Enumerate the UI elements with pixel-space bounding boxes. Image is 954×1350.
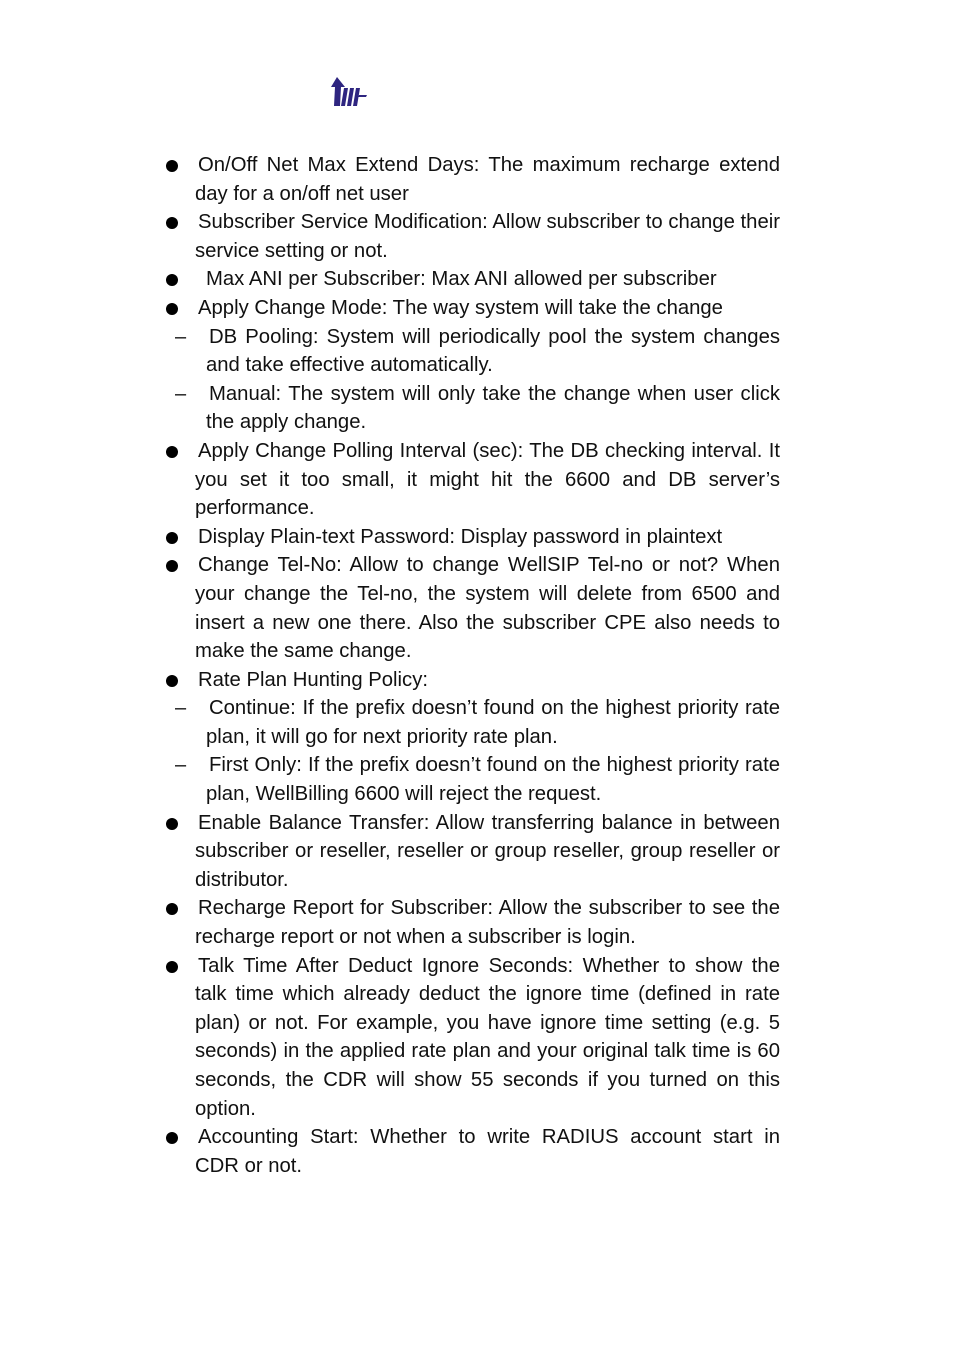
item-text: Subscriber Service Modification: Allow subscriber to change their service setting or not. (195, 211, 780, 262)
bullet-dot-icon (166, 675, 178, 687)
item-text: Manual: The system will only take the change when user click the apply change. (206, 382, 780, 434)
bullet-dot-icon (166, 818, 178, 830)
dash-marker-icon: – (175, 382, 187, 405)
bullet-item (165, 523, 780, 552)
bullet-item (165, 551, 780, 665)
bullet-item (165, 952, 780, 1124)
item-text: Apply Change Polling Interval (sec): The DB checking interval. It you set it too small, it might hit the 6600 and DB server’s performance. (195, 439, 780, 520)
item-text: Display Plain-text Password: Display password in plaintext (198, 525, 723, 548)
sub-item (165, 323, 780, 380)
document-body (165, 151, 780, 1180)
sub-item (165, 380, 780, 437)
bullet-item (165, 437, 780, 523)
bullet-dot-icon (166, 160, 178, 172)
item-text: Recharge Report for Subscriber: Allow the subscriber to see the recharge report or not when a subscriber is login. (195, 897, 780, 949)
item-text: Rate Plan Hunting Policy: (198, 668, 428, 691)
bullet-item (165, 151, 780, 208)
bullet-item (165, 666, 780, 695)
bullet-item (165, 809, 780, 895)
sub-item (165, 694, 780, 751)
item-text: Change Tel-No: Allow to change WellSIP Tel-no or not? When your change the Tel-no, the system will delete from 6500 and insert a new one there. Also the subscriber CPE also needs to make the same change. (195, 554, 780, 663)
item-text: Talk Time After Deduct Ignore Seconds: Whether to show the talk time which already deduct the ignore time (defined in rate plan) or not. For example, you have ignore time setting (e.g. 5 seconds) in the applied rate plan and your original talk time is 60 seconds, the CDR will show 55 seconds if you turned on this option. (195, 954, 780, 1120)
sub-item (165, 751, 780, 808)
bullet-dot-icon (166, 303, 178, 315)
item-text: Max ANI per Subscriber: Max ANI allowed per subscriber (206, 268, 717, 291)
bullet-item (165, 1123, 780, 1180)
bullet-item (165, 294, 780, 323)
item-text: Accounting Start: Whether to write RADIUS account start in CDR or not. (195, 1126, 780, 1177)
bullet-dot-icon (166, 1132, 178, 1144)
dash-marker-icon: – (175, 754, 187, 777)
item-text: On/Off Net Max Extend Days: The maximum recharge extend day for a on/off net user (195, 154, 780, 205)
bullet-dot-icon (166, 446, 178, 458)
bullet-dot-icon (166, 532, 178, 544)
dash-marker-icon: – (175, 325, 187, 348)
company-logo-icon (331, 77, 367, 107)
bullet-dot-icon (166, 274, 178, 286)
bullet-dot-icon (166, 560, 178, 572)
bullet-dot-icon (166, 961, 178, 973)
bullet-item (165, 265, 780, 294)
item-text: Apply Change Mode: The way system will take the change (198, 296, 723, 319)
item-text: Continue: If the prefix doesn’t found on the highest priority rate plan, it will go for next priority rate plan. (206, 697, 780, 748)
bullet-item (165, 894, 780, 951)
item-text: Enable Balance Transfer: Allow transferring balance in between subscriber or reseller, reseller or group reseller, group reseller or distributor. (195, 811, 780, 891)
bullet-dot-icon (166, 217, 178, 229)
item-text: First Only: If the prefix doesn’t found on the highest priority rate plan, WellBilling 6600 will reject the request. (206, 754, 780, 806)
dash-marker-icon: – (175, 697, 187, 720)
item-text: DB Pooling: System will periodically pool the system changes and take effective automatically. (206, 325, 780, 377)
bullet-item (165, 208, 780, 265)
bullet-dot-icon (166, 903, 178, 915)
